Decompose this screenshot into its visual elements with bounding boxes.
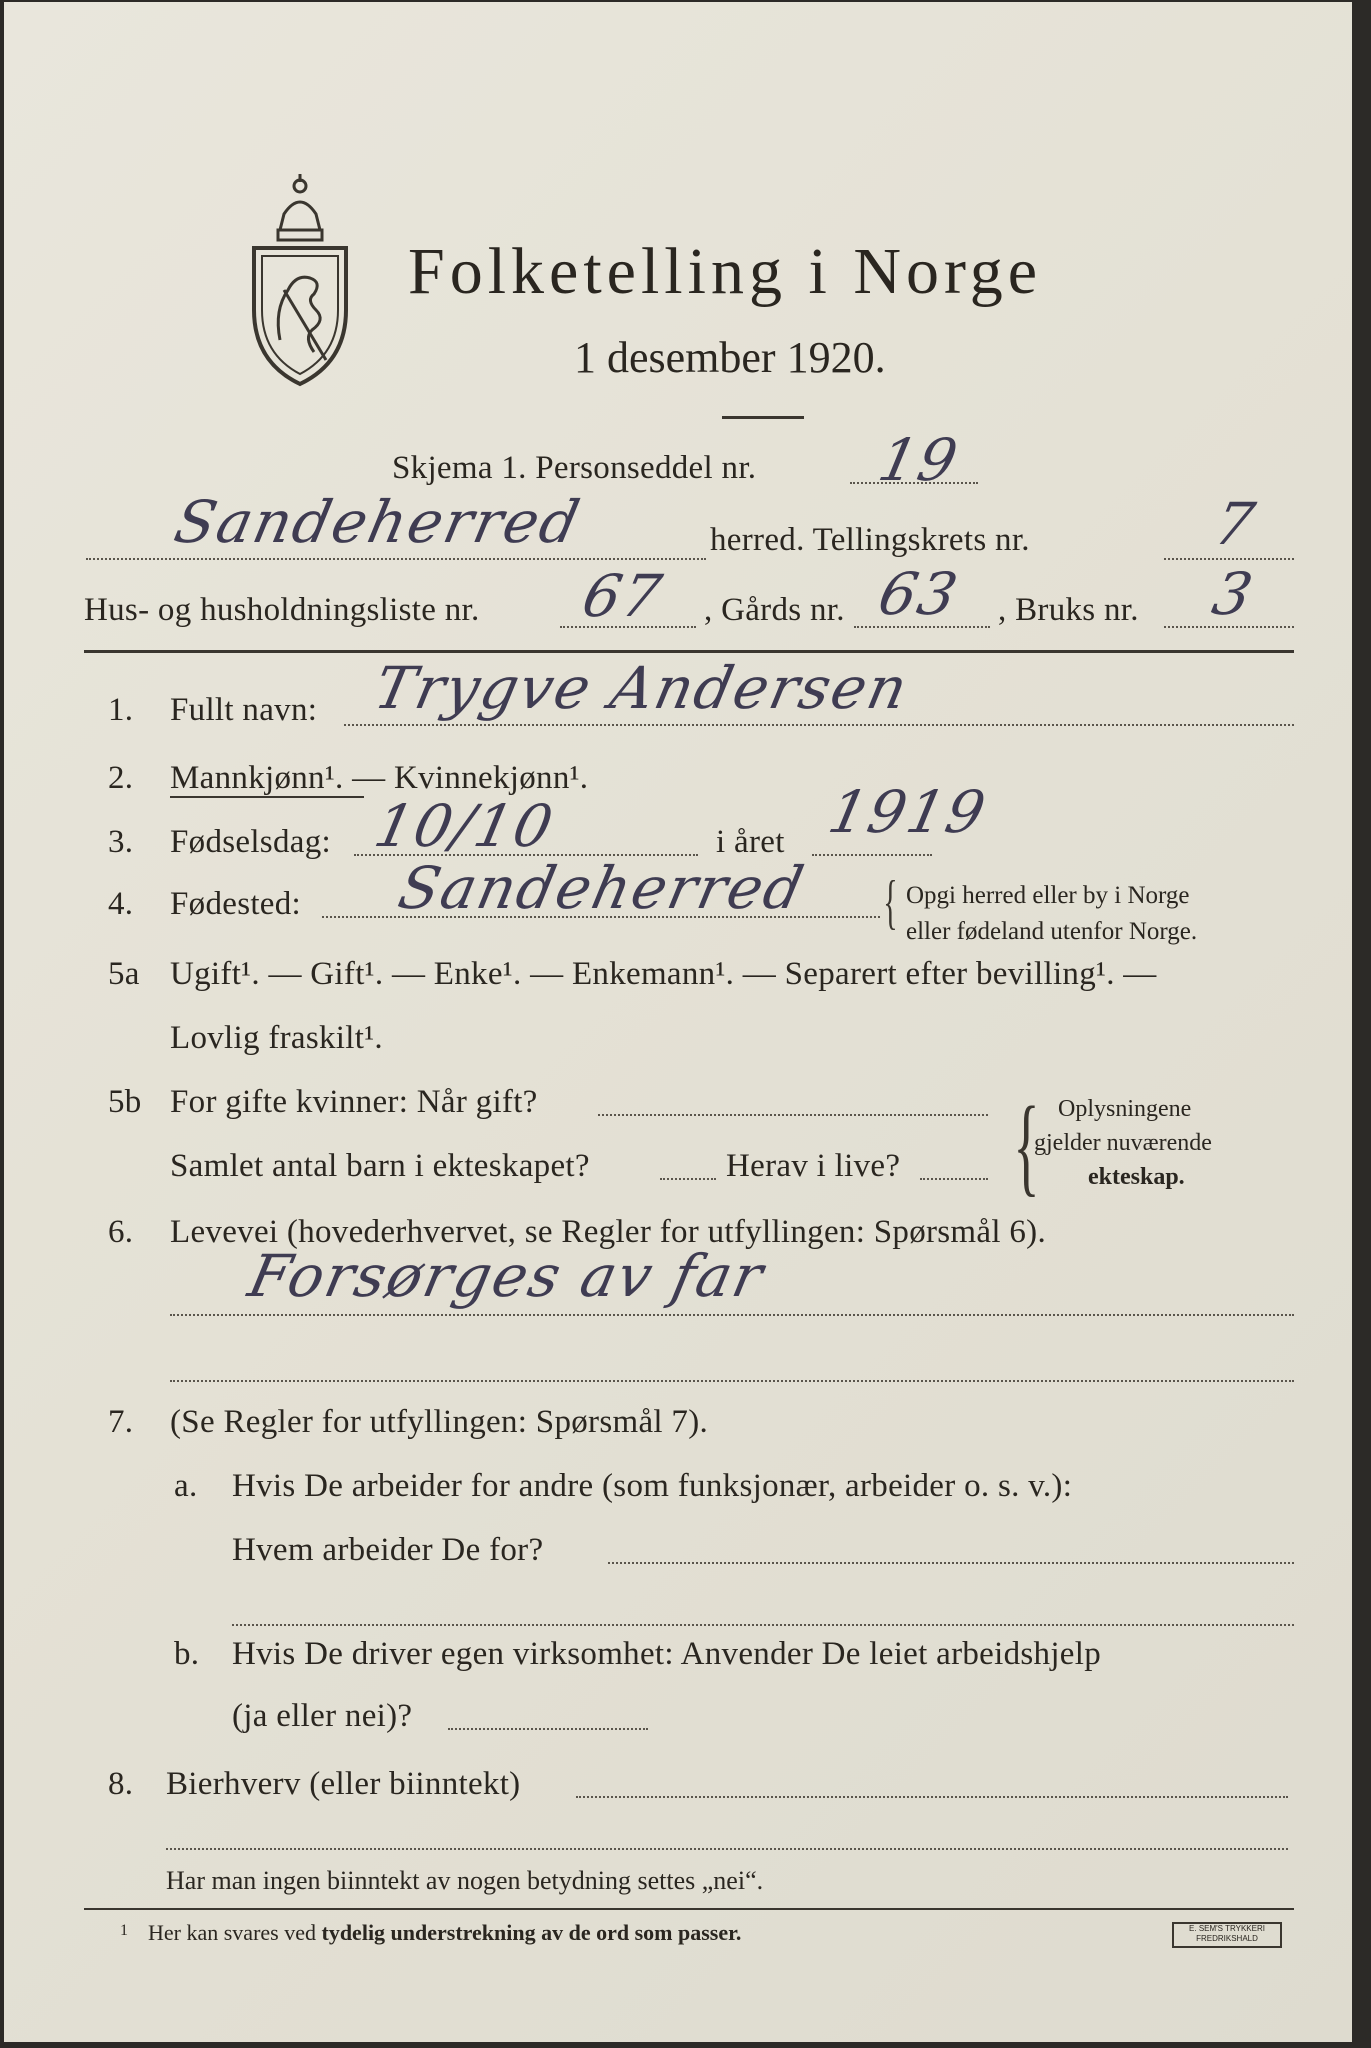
schema-label: Skjema 1. Personseddel nr. (392, 450, 757, 486)
hus-label: Hus- og husholdningsliste nr. (84, 592, 480, 628)
q7a-question: Hvem arbeider De for? (232, 1532, 544, 1568)
gards-label: , Gårds nr. (704, 592, 845, 628)
q4-note-line2: eller fødeland utenfor Norge. (906, 918, 1198, 945)
q5b-note-line1: Oplysningene (1058, 1096, 1192, 1122)
footnote-text-plain: Her kan svares ved (148, 1920, 316, 1945)
q1-number: 1. (108, 692, 134, 728)
q7a-letter: a. (174, 1468, 198, 1504)
footer-divider (84, 1908, 1294, 1910)
q1-label: Fullt navn: (170, 692, 318, 728)
occupation-value[interactable]: Forsørges av far (242, 1242, 771, 1310)
coat-of-arms-icon (244, 170, 356, 390)
q5b-note-line2: gjelder nuværende (1034, 1130, 1212, 1156)
q8-note: Har man ingen biinntekt av nogen betydning settes „nei“. (166, 1866, 764, 1895)
q5b-label-line2: Samlet antal barn i ekteskapet? (170, 1148, 590, 1184)
q4-number: 4. (108, 886, 134, 922)
q5b-note-line3: ekteskap. (1088, 1164, 1185, 1190)
bruks-value[interactable]: 3 (1206, 560, 1261, 628)
census-date: 1 desember 1920. (574, 333, 886, 382)
herred-label: herred. Tellingskrets nr. (710, 522, 1030, 558)
birthday-value[interactable]: 10/10 (368, 792, 561, 860)
census-form-page: Folketelling i Norge 1 desember 1920. Skjema 1. Personseddel nr. 19 Sandeherred herred. Tellingskrets nr. 7 Hus- og husholdningsliste nr. 67 , Gårds nr. 63 , Bruks nr. 3 1. Fullt navn: Trygve Andersen 2. Mannkjønn¹. — Kvinnekjønn¹. 3. Fødselsdag: 10/10 i året 1919 4. Fødested: Sandeherred { Opgi herred eller by i Norge eller fødeland utenfor Norge. 5a Ugift¹. — Gift¹. — Enke¹. — Enkemann¹. — Separert efter bevilling¹. — Lovlig fraskilt¹. 5b For gifte kvinner: Når gift? Samlet antal barn i ekteskapet? Herav i live? { Oplysningene gjelder nuværende ekteskap. 6. Levevei (hovederhvervet, se Regler for utfyllingen: Spørsmål 6). Forsørges av far 7. (Se Regler for utfyllingen: Spørsmål 7). a. Hvis De arbeider for andre (som funksjonær, arbeider o. s. v.): Hvem arbeider De for? b. Hvis De driver egen virksomhet: Anvender De leiet arbeidshjelp (ja eller nei)? 8. Bierhverv (eller biinntekt) Har man ingen biinntekt av nogen betydning settes „nei“. 1 Her kan svares ved tydelig understrekning av de ord som passer. E. SEM'S TRYKKERI FREDRIKSHALD (4, 2, 1352, 2042)
q2-number: 2. (108, 760, 134, 796)
q7b-label: Hvis De driver egen virksomhet: Anvender De leiet arbeidshjelp (232, 1636, 1102, 1672)
q5b-number: 5b (108, 1084, 142, 1120)
q3-year-label: i året (716, 824, 785, 860)
title-rule (722, 416, 804, 419)
q8-label: Bierhverv (eller biinntekt) (166, 1766, 521, 1802)
footnote-text (148, 1920, 741, 1946)
printer-line2: FREDRIKSHALD (1196, 1934, 1258, 1943)
full-name-value[interactable]: Trygve Andersen (368, 654, 915, 722)
q4-note-line1: Opgi herred eller by i Norge (906, 882, 1190, 909)
form-title: Folketelling i Norge (408, 235, 1043, 308)
gards-value[interactable]: 63 (872, 560, 966, 628)
q3-number: 3. (108, 824, 134, 860)
printer-stamp (1172, 1922, 1282, 1948)
tellingskrets-value[interactable]: 7 (1208, 490, 1263, 558)
header-divider (84, 650, 1294, 653)
q6-label: Levevei (hovederhvervet, se Regler for utfyllingen: Spørsmål 6). (170, 1214, 1047, 1250)
personseddel-value[interactable]: 19 (872, 426, 966, 494)
q7-label: (Se Regler for utfyllingen: Spørsmål 7). (170, 1404, 709, 1440)
q7a-label: Hvis De arbeider for andre (som funksjonær, arbeider o. s. v.): (232, 1468, 1073, 1504)
q5a-label-line2: Lovlig fraskilt¹. (170, 1020, 383, 1056)
q5a-label: Ugift¹. — Gift¹. — Enke¹. — Enkemann¹. — Separert efter bevilling¹. — (170, 956, 1157, 992)
birth-year-value[interactable]: 1919 (822, 778, 993, 846)
q6-number: 6. (108, 1214, 134, 1250)
herred-value[interactable]: Sandeherred (168, 488, 587, 556)
printer-line1: E. SEM'S TRYKKERI (1189, 1924, 1265, 1933)
q7b-letter: b. (174, 1636, 200, 1672)
footnote-text-bold: tydelig understrekning av de ord som passer. (321, 1920, 742, 1945)
q5b-herav-label: Herav i live? (726, 1148, 901, 1184)
hus-value[interactable]: 67 (576, 562, 670, 630)
q7-number: 7. (108, 1404, 134, 1440)
q2-label: Mannkjønn¹. — Kvinnekjønn¹. (170, 760, 589, 796)
footnote-marker: 1 (120, 1922, 128, 1939)
bruks-label: , Bruks nr. (998, 592, 1139, 628)
gender-underline (170, 796, 364, 798)
q5a-number: 5a (108, 956, 140, 992)
q7b-question: (ja eller nei)? (232, 1698, 413, 1734)
q4-label: Fødested: (170, 886, 302, 922)
q8-number: 8. (108, 1766, 134, 1802)
q5b-label: For gifte kvinner: Når gift? (170, 1084, 538, 1120)
birthplace-value[interactable]: Sandeherred (392, 854, 811, 922)
q3-label: Fødselsdag: (170, 824, 331, 860)
